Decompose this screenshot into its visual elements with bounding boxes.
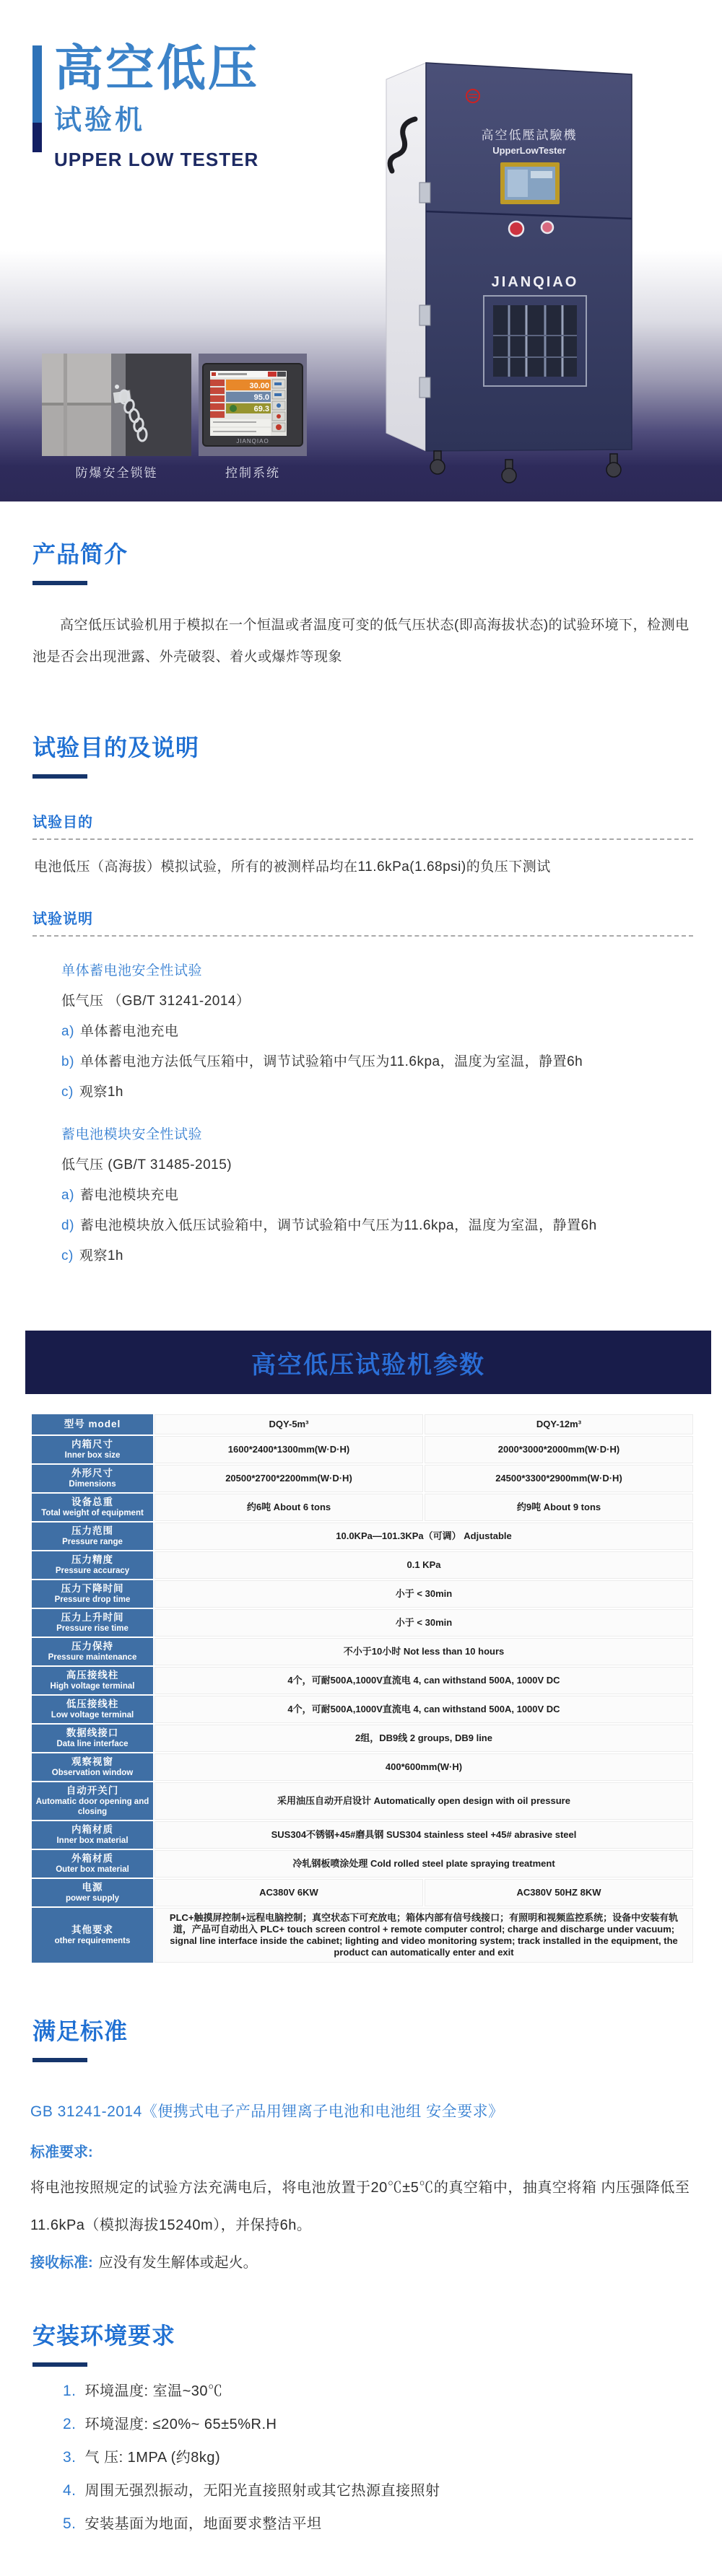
thumb-caption-chain: 防爆安全锁链: [75, 466, 158, 480]
table-row-high-voltage-terminal: 高压接线柱 High voltage terminal 4个，可耐500A,1000V直流电 4, can withstand 500A, 1000V DC: [32, 1667, 693, 1694]
standard-requirement-line2: 11.6kPa（模拟海拔15240m），并保持6h。: [30, 2217, 312, 2233]
test-step: c) 观察1h: [61, 1085, 123, 1100]
acceptance-label: 接收标准:: [30, 2255, 93, 2271]
control-system-photo: [199, 354, 307, 456]
standards-heading: 满足标准: [32, 2018, 129, 2044]
spec-table: [30, 1413, 695, 1964]
page-title-cn: 高空低压: [54, 41, 260, 96]
single-battery-standard: 低气压 （GB/T 31241-2014）: [61, 994, 251, 1009]
panel-temp-value: 30.00: [249, 382, 269, 390]
install-item: 3. 气 压: 1MPA (约8kg): [63, 2449, 221, 2466]
test-step: a) 蓄电池模块充电: [61, 1188, 179, 1203]
title-accent-bar: [32, 45, 42, 152]
table-row-inner-box-material: 内箱材质 Inner box material SUS304不锈钢+45#磨具钢 SUS304 stainless steel +45# abrasive steel: [32, 1821, 693, 1849]
heading-rule: [32, 774, 87, 779]
test-step: d) 蓄电池模块放入低压试验箱中，调节试验箱中气压为11.6kpa，温度为室温，静置6h: [61, 1218, 597, 1233]
battery-module-test-title: 蓄电池模块安全性试验: [61, 1127, 203, 1142]
table-row-pressure-maintenance: 压力保持 Pressure maintenance 不小于10小时 Not less than 10 hours: [32, 1638, 693, 1665]
feature-thumbs: [42, 354, 307, 481]
panel-brand: JIANQIAO: [236, 438, 269, 444]
acceptance-text: 应没有发生解体或起火。: [98, 2255, 258, 2271]
machine-label-en: UpperLowTester: [492, 145, 566, 156]
table-row-total-weight: 设备总重 Total weight of equipment 约6吨 About 6 tons 约9吨 About 9 tons: [32, 1494, 693, 1521]
test-purpose-label: 试验目的: [32, 815, 93, 831]
heading-rule: [32, 2058, 87, 2062]
test-step: a) 单体蓄电池充电: [61, 1024, 179, 1039]
table-row-observation-window: 观察视窗 Observation window 400*600mm(W·H): [32, 1753, 693, 1781]
thumb-safety-chain: [42, 354, 191, 481]
table-row-power-supply: 电源 power supply AC380V 6KW AC380V 50HZ 8KW: [32, 1879, 693, 1906]
safety-chain-photo: [42, 354, 191, 456]
page-title-en: UPPER LOW TESTER: [54, 149, 259, 171]
thumb-control-system: [199, 354, 307, 481]
intro-heading: 产品简介: [32, 541, 129, 567]
table-row-other-requirements: 其他要求 other requirements PLC+触摸屏控制+远程电脑控制；真空状态下可充放电；箱体内部有信号线接口；有照明和视频监控系统；设备中安装有轨道，产品可自动出入 PLC+ touch screen control + remote computer control; charge and discharge under vacuum; signal line interface inside the cabinet; lighting and video monitoring system; track installed in the equipment, the product can automatically enter and exit: [32, 1908, 693, 1963]
purpose-heading: 试验目的及说明: [32, 735, 200, 761]
test-step: c) 观察1h: [61, 1248, 123, 1263]
standard-requirement-line1: 将电池按照规定的试验方法充满电后，将电池放置于20℃±5℃的真空箱中，抽真空将箱 内压强降低至: [30, 2180, 690, 2196]
acceptance-line: [30, 2251, 722, 2271]
heading-rule: [32, 2362, 87, 2367]
section-install-env: [32, 2318, 693, 2576]
install-item: 4. 周围无强烈振动，无阳光直接照射或其它热源直接照射: [63, 2482, 440, 2499]
install-item: 1. 环境温度: 室温~30℃: [63, 2383, 223, 2399]
section-product-intro: [32, 501, 693, 673]
section-standards: [32, 2013, 693, 2062]
standard-requirement-label: 标准要求:: [30, 2145, 93, 2160]
table-row-model: 型号 model DQY-5m³ DQY-12m³: [32, 1414, 693, 1434]
table-row-inner-box-size: 内箱尺寸 Inner box size 1600*2400*1300mm(W·D·H) 2000*3000*2000mm(W·D·H): [32, 1436, 693, 1463]
intro-paragraph: 高空低压试验机用于模拟在一个恒温或者温度可变的低气压状态(即高海拔状态)的试验环境下，检测电池是否会出现泄露、外壳破裂、着火或爆炸等现象: [32, 618, 690, 665]
table-row-dimensions: 外形尺寸 Dimensions 20500*2700*2200mm(W·D·H) 24500*3300*2900mm(W·D·H): [32, 1465, 693, 1492]
panel-pressure-value: 69.3: [253, 405, 269, 413]
hero-title-block: [32, 43, 259, 171]
hero-banner: [0, 0, 722, 501]
heading-rule: [32, 581, 87, 585]
table-row-pressure-range: 压力范围 Pressure range 10.0KPa—101.3KPa（可调） Adjustable: [32, 1523, 693, 1550]
thumb-caption-control: 控制系统: [225, 466, 280, 480]
product-machine-image: [372, 18, 711, 494]
table-row-pressure-rise-time: 压力上升时间 Pressure rise time 小于 < 30min: [32, 1609, 693, 1637]
table-row-low-voltage-terminal: 低压接线柱 Low voltage terminal 4个，可耐500A,1000V直流电 4, can withstand 500A, 1000V DC: [32, 1696, 693, 1723]
table-row-pressure-drop-time: 压力下降时间 Pressure drop time 小于 < 30min: [32, 1580, 693, 1608]
section-test-purpose: [32, 730, 693, 1264]
test-purpose-text: 电池低压（高海拔）模拟试验，所有的被测样品均在11.6kPa(1.68psi)的负压下测试: [34, 859, 551, 875]
page-subtitle-cn: 试验机: [54, 105, 146, 136]
params-banner: [25, 1331, 711, 1394]
panel-humidity-value: 95.0: [253, 393, 269, 402]
battery-module-standard: 低气压 (GB/T 31485-2015): [61, 1157, 232, 1173]
gb-standard-line: GB 31241-2014《便携式电子产品用锂离子电池和电池组 安全要求》: [30, 2103, 504, 2120]
single-battery-test-title: 单体蓄电池安全性试验: [61, 963, 203, 978]
install-item: 5. 安装基面为地面，地面要求整洁平坦: [63, 2515, 322, 2532]
table-row-outer-box-material: 外箱材质 Outer box material 冷轧钢板喷涂处理 Cold rolled steel plate spraying treatment: [32, 1850, 693, 1878]
machine-brand: JIANQIAO: [491, 274, 579, 290]
params-banner-title: 高空低压试验机参数: [251, 1351, 485, 1379]
machine-label-cn: 高空低壓試驗機: [481, 128, 578, 142]
test-step: b) 单体蓄电池方法低气压箱中，调节试验箱中气压为11.6kpa，温度为室温，静置6h: [61, 1054, 583, 1069]
table-row-data-line-interface: 数据线接口 Data line interface 2组，DB9线 2 groups, DB9 line: [32, 1725, 693, 1752]
install-item: 2. 环境湿度: ≤20%~ 65±5%R.H: [63, 2416, 277, 2432]
install-heading: 安装环境要求: [32, 2323, 176, 2349]
machine-power-button: [509, 222, 523, 236]
dashed-divider: [32, 935, 693, 937]
dashed-divider: [32, 838, 693, 840]
machine-stop-button: [542, 222, 553, 233]
test-description-label: 试验说明: [32, 911, 93, 927]
table-row-automatic-door: 自动开关门 Automatic door opening and closing 采用油压自动开启设计 Automatically open design with oil pressure: [32, 1782, 693, 1820]
table-row-pressure-accuracy: 压力精度 Pressure accuracy 0.1 KPa: [32, 1551, 693, 1579]
